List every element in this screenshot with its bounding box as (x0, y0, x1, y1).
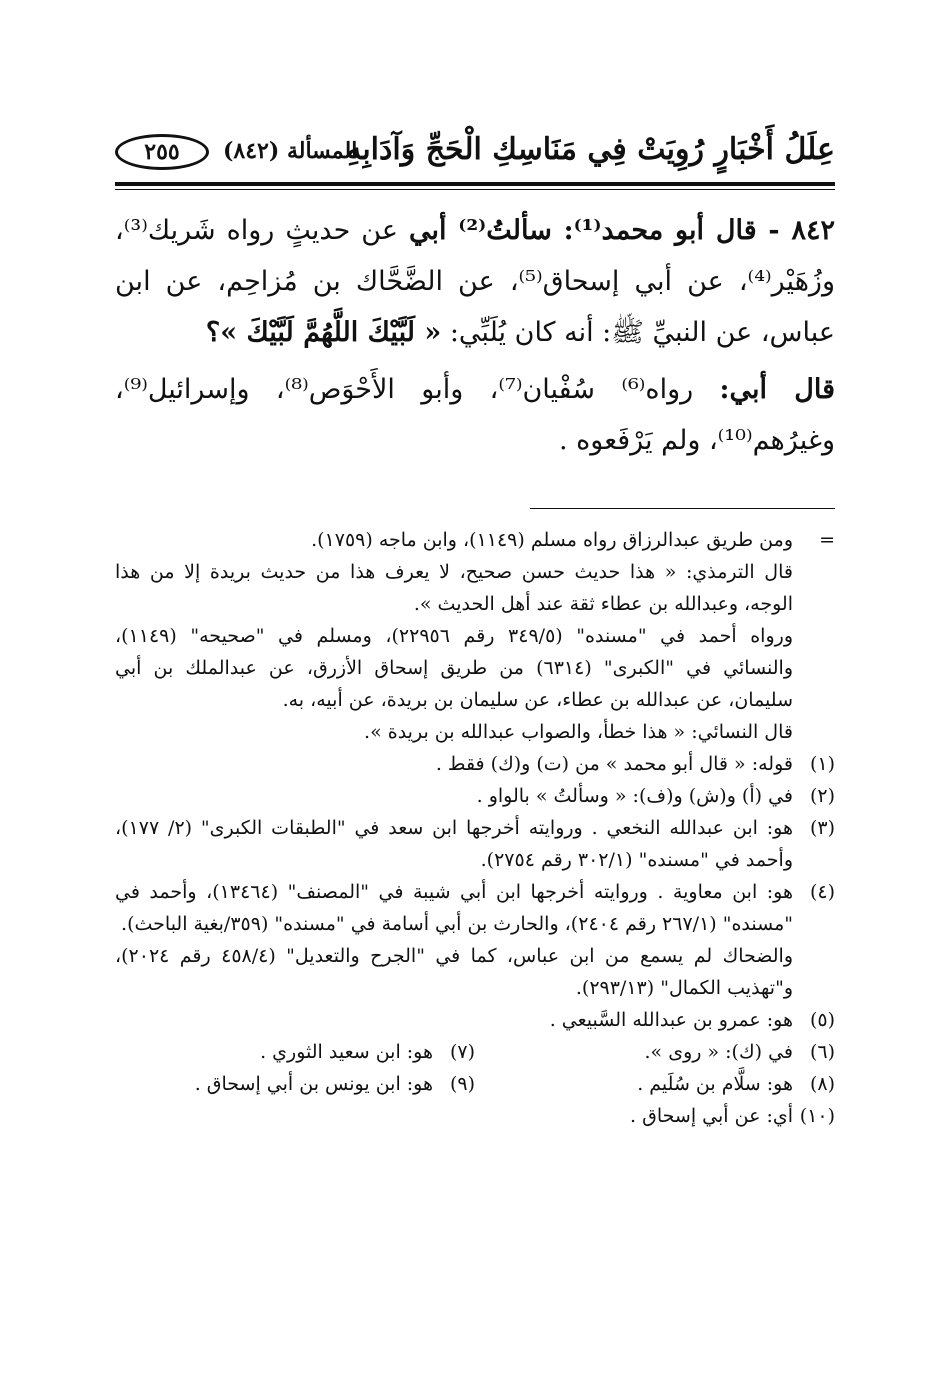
header-rule-thin (115, 189, 835, 190)
footnote-mark: (٨) (809, 1073, 835, 1095)
footnote-2 (115, 780, 835, 812)
footnote-separator (530, 508, 835, 509)
footnote-text: قوله: « قال أبو محمد » من (ت) و(ك) فقط . (435, 753, 793, 775)
footnote-8 (475, 1068, 835, 1100)
footnote-text: هو: ابن عبدالله النخعي . وروايته أخرجها ابن سعد في "الطبقات الكبرى" (٢/ ١٧٧)، وأحمد في "مسنده" (٣٠٢/١ رقم ٢٧٥٤). (115, 817, 793, 871)
footnote-9 (115, 1068, 475, 1100)
footnote-text: هو: ابن معاوية . وروايته أخرجها ابن أبي شيبة في "المصنف" (١٣٤٦٤)، وأحمد في "مسنده" (٢٦٧/١ رقم ٢٤٠٤)، والحارث بن أبي أسامة في "مسنده" (٣٥٩/بغية الباحث). (115, 881, 793, 935)
question-body: عن حديثٍ رواه شَريك⁽³⁾، وزُهَيْر⁽⁴⁾، عن أبي إسحاق⁽⁵⁾، عن الضَّحَّاك بن مُزاحِم، عن ابن عباس، عن النبيِّ ﷺ: أنه كان يُلَبِّي: (115, 215, 836, 348)
header-rule-thick (115, 182, 835, 186)
footnote-text-extra: والضحاك لم يسمع من ابن عباس، كما في "الجرح والتعديل" (٤٥٨/٤ رقم ٢٠٢٤)، و"تهذيب الكمال" (٢٩٣/١٣). (115, 945, 793, 999)
footnote-1 (115, 748, 835, 780)
footnote-mark: (١) (809, 753, 835, 775)
issue-number: المسألة (٨٤٢) (223, 138, 358, 164)
continuation-mark: = (819, 529, 835, 551)
answer-body: رواه⁽⁶⁾ سُفْيان⁽⁷⁾، وأبو الأَحْوَص⁽⁸⁾، وإسرائيل⁽⁹⁾، وغيرُهم⁽¹⁰⁾، ولم يَرْفَعوه . (115, 374, 835, 456)
footnote-text: هو: ابن يونس بن أبي إسحاق . (194, 1073, 433, 1095)
footnote-text: هو: سلَّام بن سُلَيم . (637, 1073, 793, 1095)
footnote-mark: (٣) (809, 817, 835, 839)
footnote-mark: (٩) (449, 1073, 475, 1095)
footnote-text: في (ك): « روى ». (644, 1041, 793, 1063)
footnote-pair-8-9 (115, 1068, 835, 1100)
footnote-line: قال الترمذي: « هذا حديث حسن صحيح، لا يعرف هذا من حديث بريدة إلا من هذا الوجه، وعبدالله بن عطاء ثقة عند أهل الحديث ». (115, 561, 793, 615)
question-lead: ٨٤٢ - قال أبو محمد⁽¹⁾: سألتُ⁽²⁾ أبي (408, 215, 835, 246)
footnote-mark: (٦) (809, 1041, 835, 1063)
footnote-7 (115, 1036, 475, 1068)
footnote-text: في (أ) و(ش) و(ف): « وسألتُ » بالواو . (476, 785, 793, 807)
footnote-6 (475, 1036, 835, 1068)
page-number: ٢٥٥ (144, 139, 180, 165)
main-text (115, 205, 835, 466)
footnote-line: ومن طريق عبدالرزاق رواه مسلم (١١٤٩)، وابن ماجه (١٧٥٩). (311, 529, 793, 551)
answer-lead: قال أبي: (719, 374, 835, 405)
footnote-text: أي: عن أبي إسحاق . (630, 1105, 793, 1127)
footnote-5 (115, 1004, 835, 1036)
footnote-continued (115, 524, 835, 748)
running-header (115, 130, 835, 182)
book-title: عِلَلُ أَخْبَارٍ رُوِيَتْ فِي مَنَاسِكِ الْحَجِّ وَآدَابِهِ (346, 132, 835, 167)
footnotes (115, 524, 835, 1132)
footnote-10 (115, 1100, 835, 1132)
footnote-pair-6-7 (115, 1036, 835, 1068)
footnote-text: هو: ابن سعيد الثوري . (260, 1041, 433, 1063)
footnote-line: قال النسائي: « هذا خطأ، والصواب عبدالله بن بريدة ». (364, 721, 793, 743)
footnote-4 (115, 876, 835, 1004)
answer-paragraph (115, 364, 835, 466)
footnote-line: ورواه أحمد في "مسنده" (٣٤٩/٥ رقم ٢٢٩٥٦)، ومسلم في "صحيحه" (١١٤٩)، والنسائي في "الكبرى" (٦٣١٤) من طريق إسحاق الأزرق، عن عبدالملك بن أبي سليمان، عن عبدالله بن عطاء، عن سليمان بن بريدة، عن أبيه، به. (115, 625, 794, 711)
footnote-mark: (١٠) (799, 1105, 835, 1127)
footnote-mark: (٤) (809, 881, 835, 903)
footnote-mark: (٥) (809, 1009, 835, 1031)
footnote-mark: (٧) (449, 1041, 475, 1063)
page-number-badge (115, 134, 209, 170)
footnote-text: هو: عمرو بن عبدالله السَّبيعي . (549, 1009, 793, 1031)
footnote-3 (115, 812, 835, 876)
talbiyah-quote: « لَبَّيْكَ اللَّهُمَّ لَبَّيْكَ »؟ (205, 317, 442, 348)
footnote-mark: (٢) (809, 785, 835, 807)
question-paragraph (115, 205, 835, 358)
